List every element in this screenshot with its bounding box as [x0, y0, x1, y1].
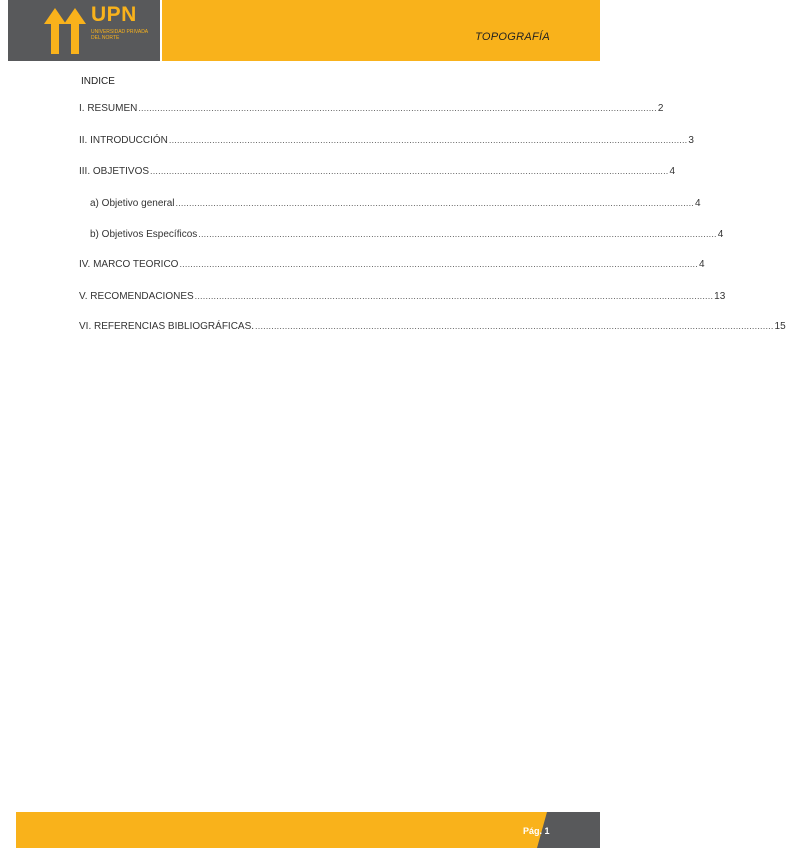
toc-entry-marco-teorico[interactable]: [79, 259, 705, 273]
toc-leader-dots: ................................................................................................................................................................................................: [198, 229, 717, 239]
toc-leader-dots: ................................................................................................................................................................................................: [179, 259, 698, 269]
toc-entry-label: a) Objetivo general: [90, 198, 175, 209]
toc-leader-dots: ................................................................................................................................................................................................: [175, 198, 694, 208]
toc-entry-page: 2: [657, 103, 664, 114]
toc-entry-resumen[interactable]: [79, 103, 664, 117]
logo-text: UPN: [91, 3, 137, 26]
toc-leader-dots: ................................................................................................................................................................................................: [168, 135, 688, 145]
toc-entry-page: 4: [698, 259, 705, 270]
footer-page-number: Pág. 1: [523, 826, 550, 836]
toc-entry-label: III. OBJETIVOS: [79, 166, 150, 177]
toc-entry-label: IV. MARCO TEORICO: [79, 259, 179, 270]
toc-entry-introduccion[interactable]: [79, 135, 694, 149]
document-title: TOPOGRAFÍA: [475, 31, 550, 43]
toc-entry-page: 4: [695, 198, 701, 209]
toc-leader-dots: ................................................................................................................................................................................................: [150, 166, 669, 176]
toc-entry-page: 4: [669, 166, 676, 177]
toc-entry-label: V. RECOMENDACIONES: [79, 291, 194, 302]
toc-entry-label: II. INTRODUCCIÓN: [79, 135, 168, 146]
toc-leader-dots: ................................................................................................................................................................................................: [255, 321, 774, 331]
toc-entry-page: 13: [714, 291, 726, 302]
toc-entry-referencias[interactable]: [79, 321, 786, 335]
logo-subtext: UNIVERSIDAD PRIVADA DEL NORTE: [91, 29, 148, 41]
page-header: [0, 0, 600, 61]
toc-leader-dots: ................................................................................................................................................................................................: [138, 103, 657, 113]
upn-arrow-logo-icon: [44, 4, 90, 54]
index-heading: INDICE: [81, 76, 115, 87]
toc-entry-objetivos[interactable]: [79, 166, 676, 180]
toc-entry-recomendaciones[interactable]: [79, 291, 726, 305]
toc-leader-dots: ................................................................................................................................................................................................: [194, 291, 714, 301]
toc-entry-label: b) Objetivos Específicos: [90, 229, 198, 240]
toc-entry-objetivos-especificos[interactable]: [90, 229, 724, 243]
toc-entry-page: 15: [774, 321, 786, 332]
toc-entry-page: 4: [717, 229, 724, 240]
toc-entry-page: 3: [688, 135, 694, 146]
toc-entry-objetivo-general[interactable]: [90, 198, 701, 212]
toc-entry-label: I. RESUMEN: [79, 103, 138, 114]
footer-accent-bar: [16, 812, 600, 848]
toc-entry-label: VI. REFERENCIAS BIBLIOGRÁFICAS.: [79, 321, 255, 332]
